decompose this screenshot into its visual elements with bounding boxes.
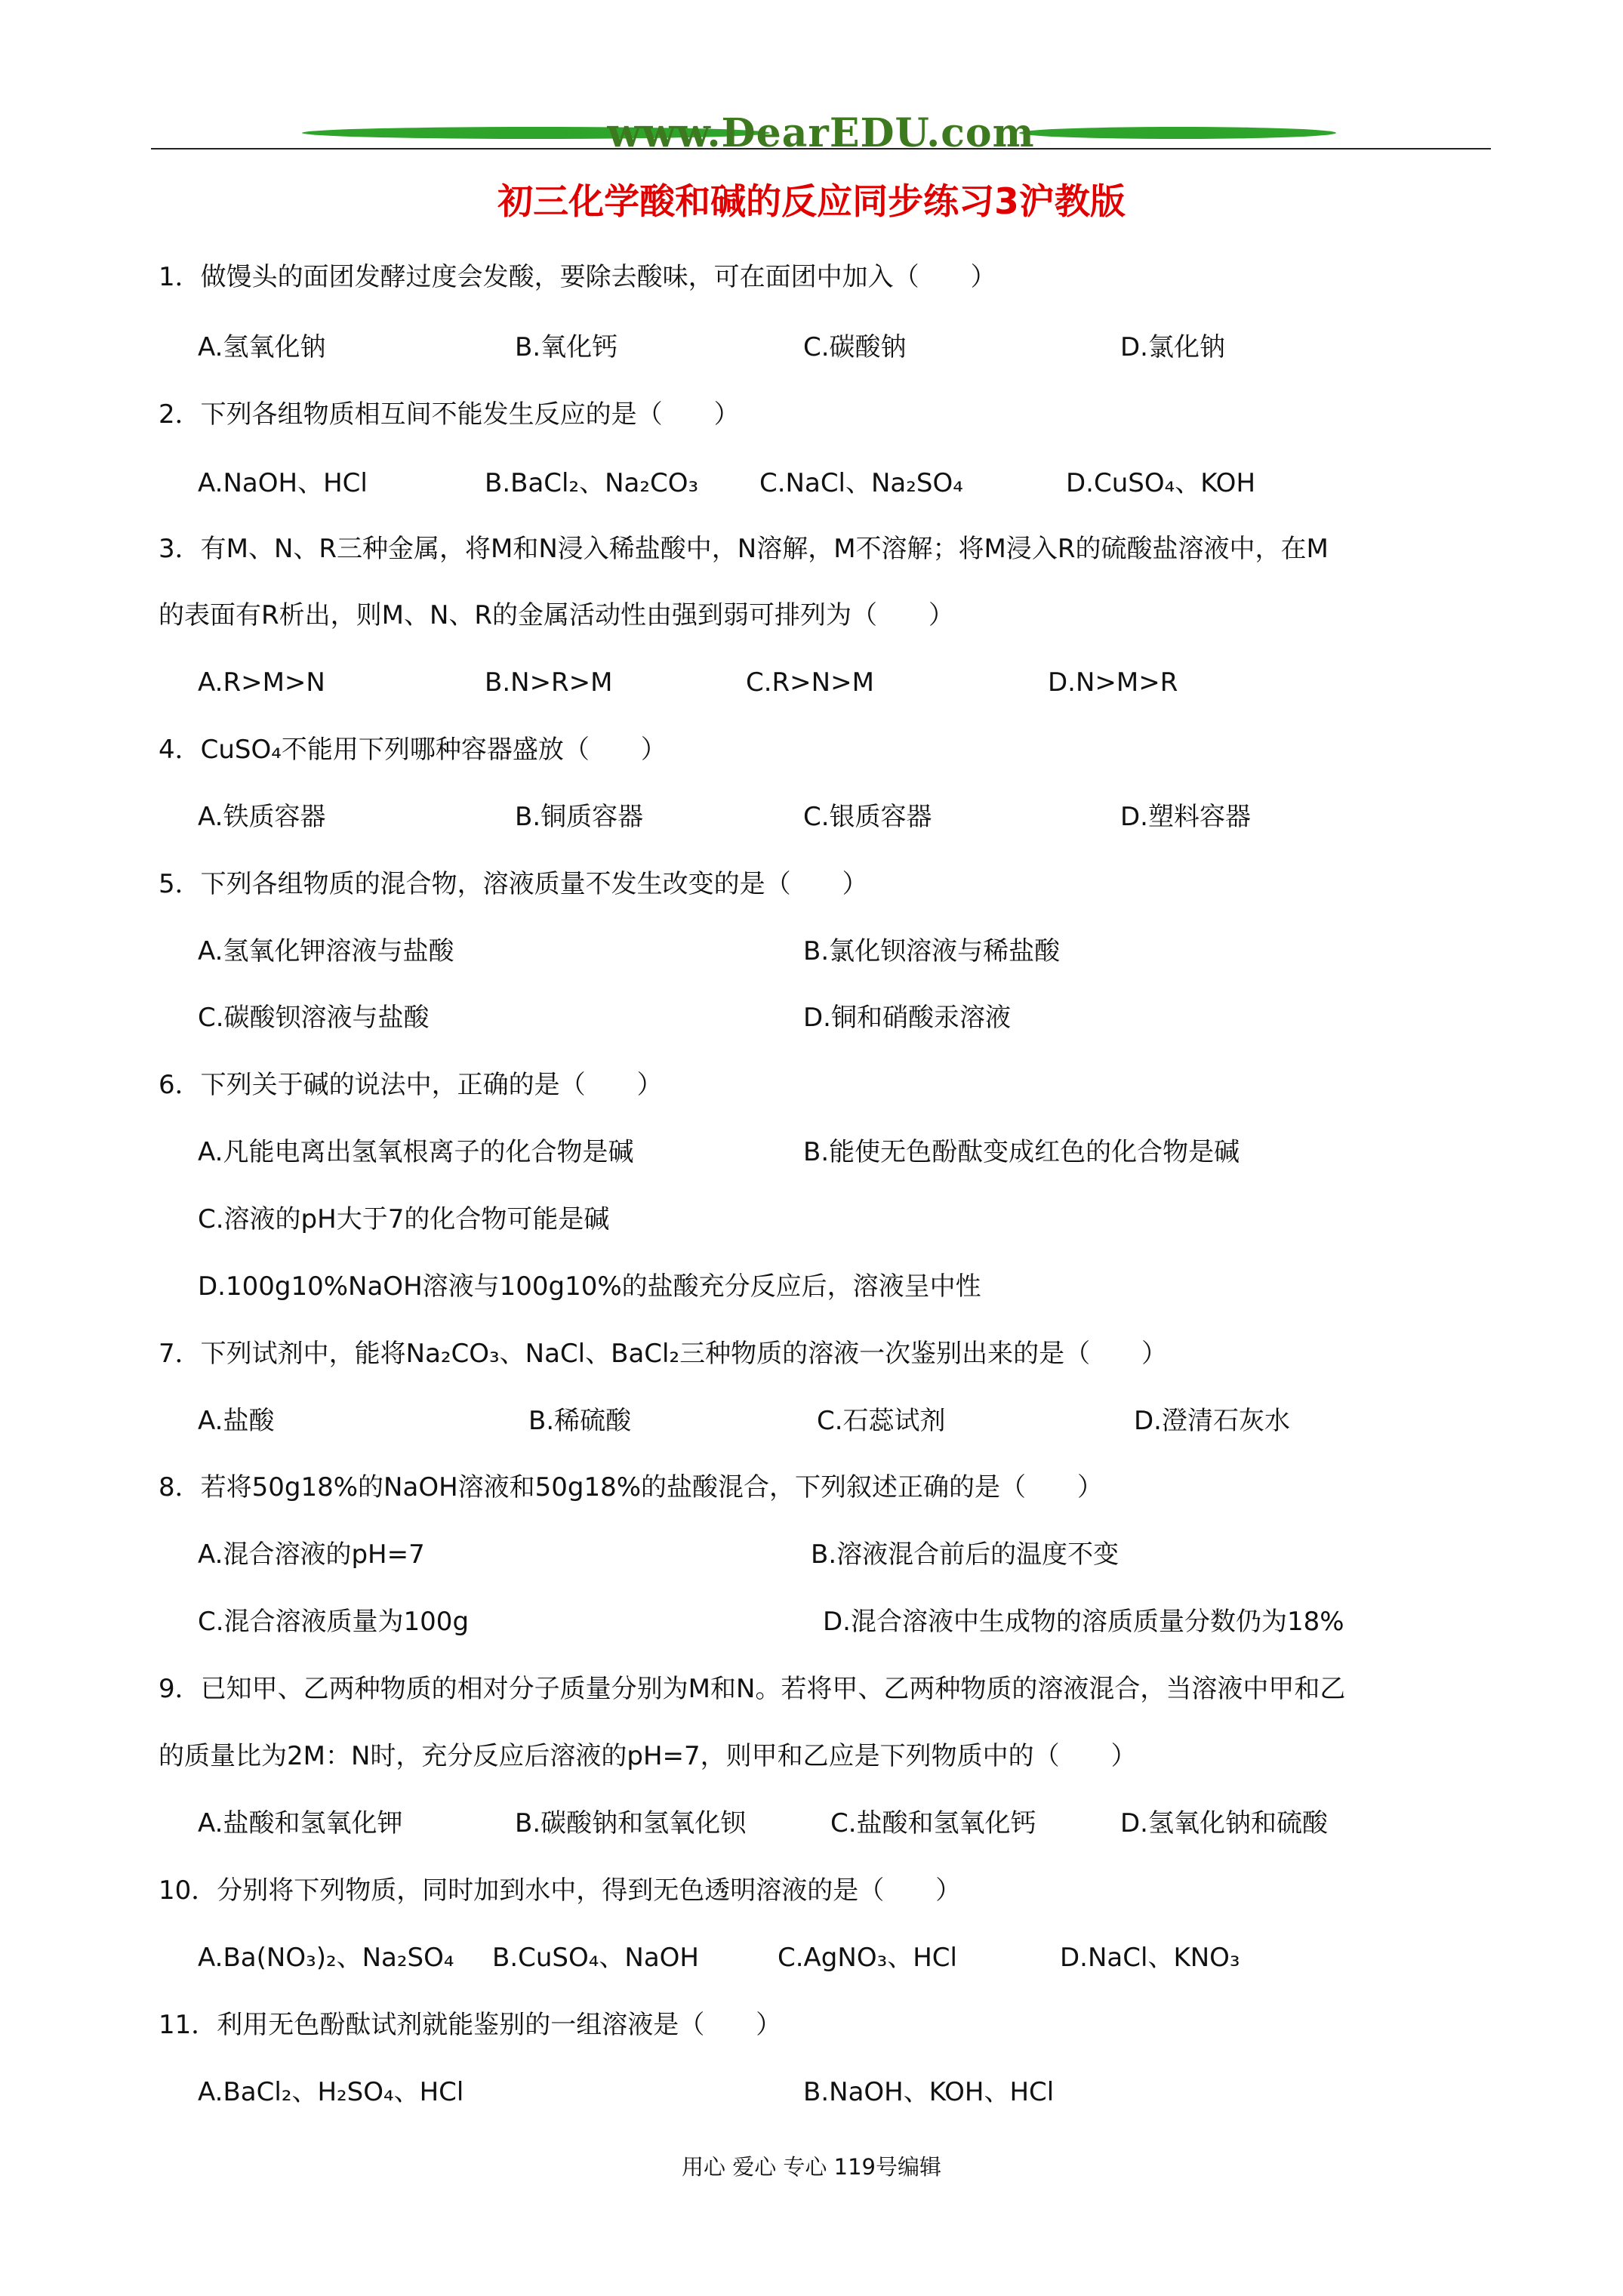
option-5a: A.氢氧化钾溶液与盐酸 — [198, 936, 454, 966]
option-3d: D.N>M>R — [1048, 667, 1178, 698]
option-7c: C.石蕊试剂 — [817, 1406, 946, 1436]
option-3a: A.R>M>N — [198, 667, 325, 698]
option-4d: D.塑料容器 — [1120, 802, 1251, 832]
option-10d: D.NaCl、KNO₃ — [1060, 1943, 1240, 1973]
page-title: 初三化学酸和碱的反应同步练习3沪教版 — [497, 181, 1126, 223]
option-3b: B.N>R>M — [485, 667, 613, 698]
option-5d: D.铜和硝酸汞溶液 — [803, 1003, 1011, 1033]
question-4: 4．CuSO₄不能用下列哪种容器盛放（ ） — [159, 735, 667, 765]
page-footer: 用心 爱心 专心 119号编辑 — [681, 2154, 941, 2180]
option-8b: B.溶液混合前后的温度不变 — [811, 1539, 1119, 1570]
option-10c: C.AgNO₃、HCl — [778, 1943, 957, 1973]
question-9: 9．已知甲、乙两种物质的相对分子质量分别为M和N。若将甲、乙两种物质的溶液混合，当溶液中甲和乙 — [159, 1674, 1346, 1704]
option-10b: B.CuSO₄、NaOH — [492, 1943, 699, 1973]
option-10a: A.Ba(NO₃)₂、Na₂SO₄ — [198, 1943, 454, 1973]
question-10: 10．分别将下列物质，同时加到水中，得到无色透明溶液的是（ ） — [159, 1875, 962, 1906]
option-4c: C.银质容器 — [803, 802, 932, 832]
option-2d: D.CuSO₄、KOH — [1066, 468, 1256, 498]
question-6: 6．下列关于碱的说法中，正确的是（ ） — [159, 1070, 663, 1100]
question-8: 8．若将50g18%的NaOH溶液和50g18%的盐酸混合，下列叙述正确的是（ ） — [159, 1472, 1104, 1502]
option-5b: B.氯化钡溶液与稀盐酸 — [803, 936, 1061, 966]
option-1d: D.氯化钠 — [1120, 332, 1225, 362]
question-3-cont: 的表面有R析出，则M、N、R的金属活动性由强到弱可排列为（ ） — [159, 600, 955, 630]
option-11b: B.NaOH、KOH、HCl — [803, 2077, 1055, 2107]
question-5: 5．下列各组物质的混合物，溶液质量不发生改变的是（ ） — [159, 869, 868, 899]
option-1c: C.碳酸钠 — [803, 332, 907, 362]
question-2: 2．下列各组物质相互间不能发生反应的是（ ） — [159, 399, 740, 430]
option-9c: C.盐酸和氢氧化钙 — [830, 1808, 1036, 1838]
option-9a: A.盐酸和氢氧化钾 — [198, 1808, 403, 1838]
option-4b: B.铜质容器 — [515, 802, 644, 832]
option-9d: D.氢氧化钠和硫酸 — [1120, 1808, 1328, 1838]
option-8c: C.混合溶液质量为100g — [198, 1607, 470, 1637]
option-5c: C.碳酸钡溶液与盐酸 — [198, 1003, 430, 1033]
option-7b: B.稀硫酸 — [528, 1406, 632, 1436]
option-1a: A.氢氧化钠 — [198, 332, 326, 362]
question-11: 11．利用无色酚酞试剂就能鉴别的一组溶液是（ ） — [159, 2010, 782, 2040]
site-header — [151, 106, 1491, 174]
option-8a: A.混合溶液的pH=7 — [198, 1539, 425, 1570]
option-8d: D.混合溶液中生成物的溶质质量分数仍为18% — [823, 1607, 1344, 1637]
question-7: 7．下列试剂中，能将Na₂CO₃、NaCl、BaCl₂三种物质的溶液一次鉴别出来的是（ ） — [159, 1339, 1168, 1369]
question-9-cont: 的质量比为2M：N时，充分反应后溶液的pH=7，则甲和乙应是下列物质中的（ ） — [159, 1741, 1137, 1771]
option-6b: B.能使无色酚酞变成红色的化合物是碱 — [803, 1137, 1240, 1167]
option-4a: A.铁质容器 — [198, 802, 326, 832]
option-6a: A.凡能电离出氢氧根离子的化合物是碱 — [198, 1137, 634, 1167]
question-1: 1．做馒头的面团发酵过度会发酸，要除去酸味，可在面团中加入（ ） — [159, 262, 996, 292]
option-2c: C.NaCl、Na₂SO₄ — [759, 468, 963, 498]
option-2a: A.NaOH、HCl — [198, 468, 368, 498]
header-divider — [151, 148, 1491, 149]
option-6c: C.溶液的pH大于7的化合物可能是碱 — [198, 1204, 610, 1234]
option-1b: B.氧化钙 — [515, 332, 618, 362]
question-3: 3．有M、N、R三种金属，将M和N浸入稀盐酸中，N溶解，M不溶解；将M浸入R的硫酸盐溶液中，在M — [159, 534, 1329, 564]
option-3c: C.R>N>M — [746, 667, 874, 698]
option-7d: D.澄清石灰水 — [1134, 1406, 1290, 1436]
site-logo[interactable]: www.DearEDU.com — [607, 110, 1035, 156]
option-2b: B.BaCl₂、Na₂CO₃ — [485, 468, 699, 498]
option-7a: A.盐酸 — [198, 1406, 275, 1436]
option-6d: D.100g10%NaOH溶液与100g10%的盐酸充分反应后，溶液呈中性 — [198, 1271, 981, 1302]
option-11a: A.BaCl₂、H₂SO₄、HCl — [198, 2077, 464, 2107]
option-9b: B.碳酸钠和氢氧化钡 — [515, 1808, 747, 1838]
